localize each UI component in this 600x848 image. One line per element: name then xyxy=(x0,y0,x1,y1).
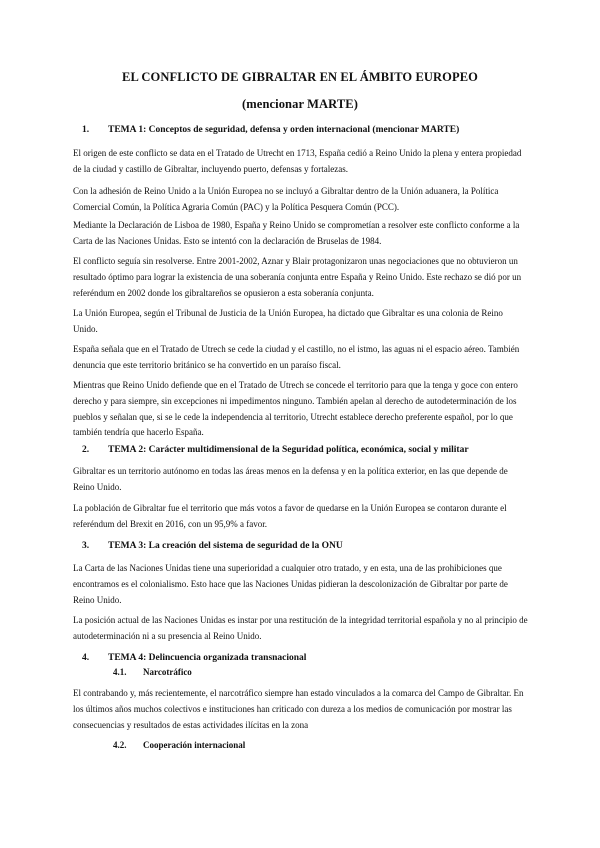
section-number: 1. xyxy=(82,125,90,135)
paragraph: El origen de este conflicto se data en el Tratado de Utrecht en 1713, España cedió a Reino Unido la plena y entera propiedad de la ciudad y castillo de Gibraltar, incluyendo puerto, defensas y fortalezas. xyxy=(73,148,522,174)
subsection-heading-4-2 xyxy=(113,740,245,750)
paragraph: Gibraltar es un territorio autónomo en todas las áreas menos en la defensa y en la política exterior, en las que depende de Reino Unido. xyxy=(73,466,508,492)
subsection-heading-4-1 xyxy=(113,667,192,677)
section-number: 2. xyxy=(82,445,90,455)
paragraph: El contrabando y, más recientemente, el narcotráfico siempre han estado vinculados a la comarca del Campo de Gibraltar. En los últimos años muchos colectivos e instituciones han criticado con dureza a los medios de comunicación por mostrar las consecuencias y resultados de estas actividades ilícitas en la zona xyxy=(73,688,524,730)
section-label: TEMA 3: xyxy=(108,541,147,551)
section-number: 4. xyxy=(82,653,90,663)
section-title: Carácter multidimensional de la Seguridad política, económica, social y militar xyxy=(148,445,469,455)
section-heading-3 xyxy=(82,541,343,551)
section-label: TEMA 1: xyxy=(108,125,147,135)
document-title: EL CONFLICTO DE GIBRALTAR EN EL ÁMBITO EUROPEO xyxy=(122,70,478,84)
paragraph: Mediante la Declaración de Lisboa de 1980, España y Reino Unido se comprometían a resolver este conflicto conforme a la Carta de las Naciones Unidas. Esto se intentó con la declaración de Bruselas de 1984. xyxy=(73,220,520,246)
section-title: Delincuencia organizada transnacional xyxy=(148,653,307,663)
paragraph: La Unión Europea, según el Tribunal de Justicia de la Unión Europea, ha dictado que Gibraltar es una colonia de Reino Unido. xyxy=(73,308,503,334)
subsection-number: 4.2. xyxy=(113,740,127,750)
section-number: 3. xyxy=(82,541,90,551)
section-heading-2 xyxy=(82,445,469,455)
paragraph: La población de Gibraltar fue el territorio que más votos a favor de quedarse en la Unión Europea se contaron durante el referéndum del Brexit en 2016, con un 95,9% a favor. xyxy=(73,503,507,529)
section-title: La creación del sistema de seguridad de la ONU xyxy=(148,541,343,551)
section-label: TEMA 2: xyxy=(108,445,147,455)
subsection-title: Narcotráfico xyxy=(143,667,192,677)
document-subtitle: (mencionar MARTE) xyxy=(242,97,358,111)
section-heading-1 xyxy=(82,125,459,135)
paragraph: La posición actual de las Naciones Unidas es instar por una restitución de la integridad territorial española y no al principio de autodeterminación ni a su presencia al Reino Unido. xyxy=(73,615,528,641)
paragraph: España señala que en el Tratado de Utrech se cede la ciudad y el castillo, no el istmo, las aguas ni el espacio aéreo. También denuncia que este territorio británico se ha convertido en un paraíso fiscal. xyxy=(73,344,520,370)
subsection-title: Cooperación internacional xyxy=(143,740,246,750)
paragraph: Mientras que Reino Unido defiende que en el Tratado de Utrech se concede el territorio para que la tenga y goce con entero derecho y para siempre, sin excepciones ni impedimentos ninguno. También apelan al derecho de autodeterminación de los pueblos y señalan que, si se le cede la independencia al territorio, Utrecht establece derecho preferente español, por lo que también tendría que hacerlo España. xyxy=(73,380,518,438)
paragraph: Con la adhesión de Reino Unido a la Unión Europea no se incluyó a Gibraltar dentro de la Unión aduanera, la Política Comercial Común, la Política Agraria Común (PAC) y la Política Pesquera Común (PCC). xyxy=(73,186,499,212)
subsection-number: 4.1. xyxy=(113,667,127,677)
section-title: Conceptos de seguridad, defensa y orden internacional (mencionar MARTE) xyxy=(148,125,460,135)
paragraph: El conflicto seguía sin resolverse. Entre 2001-2002, Aznar y Blair protagonizaron unas negociaciones que no obtuvieron un resultado óptimo para lograr la existencia de una soberanía conjunta entre España y Reino Unido. Este rechazo se dió por un referéndum en 2002 donde los gibraltareños se opusieron a esta soberanía conjunta. xyxy=(73,256,522,298)
section-label: TEMA 4: xyxy=(108,653,147,663)
paragraph: La Carta de las Naciones Unidas tiene una superioridad a cualquier otro tratado, y en esta, una de las prohibiciones que encontramos es el colonialismo. Esto hace que las Naciones Unidas pidieran la descolonización de Gibraltar por parte de Reino Unido. xyxy=(73,563,508,605)
section-heading-4 xyxy=(82,653,306,663)
